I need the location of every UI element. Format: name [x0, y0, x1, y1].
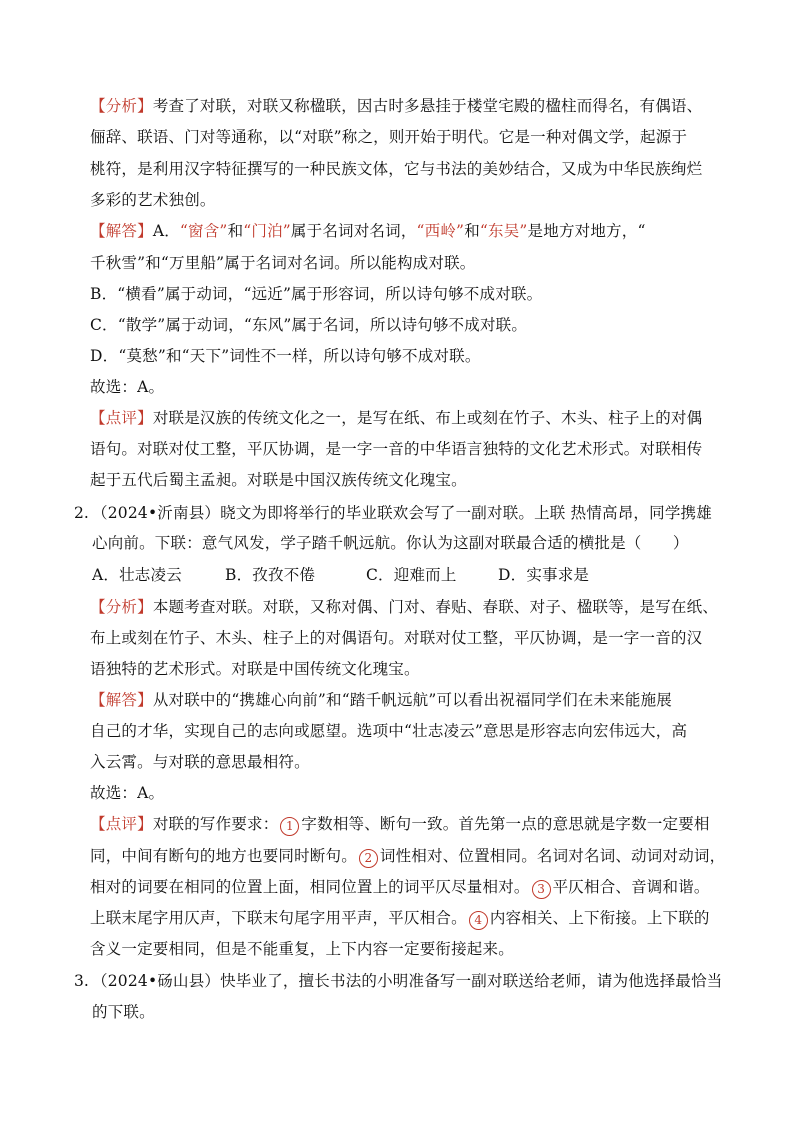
- q2-comment-line-2: 同，中间有断句的地方也要同时断句。 2 词性相对、位置相同。名词对名词、动词对动词，: [90, 845, 725, 868]
- q2-comment-line-4: 上联末尾字用仄声，下联末句尾字用平声，平仄相合。 4 内容相关、上下衔接。上下联的: [90, 907, 710, 930]
- circled-number-1: 1: [280, 817, 299, 836]
- answer-tag: 【解答】: [90, 222, 153, 240]
- circled-number-3: 3: [532, 880, 551, 899]
- q1-option-d-line: D．“莫愁”和“天下”词性不一样，所以诗句够不成对联。: [90, 347, 481, 365]
- q1-analysis-line-1: 【分析】考查了对联，对联又称楹联，因古时多悬挂于楼堂宅殿的楹柱而得名，有偶语、: [90, 97, 703, 115]
- analysis-tag: 【分析】: [90, 598, 153, 616]
- q2-comment-line-5: 含义一定要相同，但是不能重复，上下内容一定要衔接起来。: [90, 940, 514, 958]
- q1-analysis-line-2: 俪辞、联语、门对等通称，以“对联”称之，则开始于明代。它是一种对偶文学，起源于: [90, 128, 688, 146]
- q2-stem-line-1: （2024•沂南县）晓文为即将举行的毕业联欢会写了一副对联。上联 热情高昂，同学携雄: [92, 504, 712, 522]
- q2-analysis-line-1: 【分析】本题考查对联。对联，又称对偶、门对、春贴、春联、对子、楹联等，是写在纸、: [90, 598, 719, 616]
- q1-answer-line-1: 【解答】A．“窗含”和“门泊”属于名词对名词，“西岭”和“东吴”是地方对地方，“: [90, 222, 646, 240]
- q2-stem-line-2: 心向前。下联：意气风发，学子踏千帆远航。你认为这副对联最合适的横批是（ ）: [92, 534, 689, 552]
- q2-answer-line-2: 自己的才华，实现自己的志向或愿望。选项中“壮志凌云”意思是形容志向宏伟远大，高: [90, 722, 688, 740]
- q1-answer-line-2: 千秋雪”和“万里船”属于名词对名词。所以能构成对联。: [90, 254, 476, 272]
- q1-analysis-line-3: 桃符，是利用汉字特征撰写的一种民族文体，它与书法的美妙结合，又成为中华民族绚烂: [90, 160, 703, 178]
- q1-comment-line-2: 语句。对联对仗工整，平仄协调，是一字一音的中华语言独特的文化艺术形式。对联相传: [90, 440, 703, 458]
- q2-analysis-line-3: 语独特的艺术形式。对联是中国传统文化瑰宝。: [90, 660, 420, 678]
- comment-tag: 【点评】: [90, 815, 153, 833]
- q1-comment-line-1: 【点评】对联是汉族的传统文化之一，是写在纸、布上或刻在竹子、木头、柱子上的对偶: [90, 409, 703, 427]
- q2-comment-line-1: 【点评】对联的写作要求： 1 字数相等、断句一致。首先第一点的意思就是字数一定要相: [90, 813, 710, 836]
- q2-analysis-line-2: 布上或刻在竹子、木头、柱子上的对偶语句。对联对仗工整，平仄协调，是一字一音的汉: [90, 629, 703, 647]
- q2-option-d: D．实事求是: [498, 566, 590, 584]
- q3-stem-line-1: （2024•砀山县）快毕业了，擅长书法的小明准备写一副对联送给老师，请为他选择最恰当: [92, 972, 723, 990]
- q1-comment-line-3: 起于五代后蜀主孟昶。对联是中国汉族传统文化瑰宝。: [90, 471, 467, 489]
- circled-number-4: 4: [469, 911, 488, 930]
- q1-analysis-line-4: 多彩的艺术独创。: [90, 191, 216, 209]
- circled-number-2: 2: [359, 849, 378, 868]
- q1-option-c-line: C．“散学”属于动词，“东风”属于名词，所以诗句够不成对联。: [90, 316, 528, 334]
- q2-answer-line-3: 入云霄。与对联的意思最相符。: [90, 753, 310, 771]
- q1-option-b-line: B．“横看”属于动词，“远近”属于形容词，所以诗句够不成对联。: [90, 285, 543, 303]
- q3-stem-line-2: 的下联。: [92, 1003, 155, 1021]
- answer-tag: 【解答】: [90, 691, 153, 709]
- q2-comment-line-3: 相对的词要在相同的位置上面，相同位置上的词平仄尽量相对。 3 平仄相合、音调和谐。: [90, 876, 710, 899]
- q2-choice-line: 故选：A。: [90, 784, 165, 802]
- analysis-tag: 【分析】: [90, 97, 153, 115]
- comment-tag: 【点评】: [90, 409, 153, 427]
- q2-option-c: C．迎难而上: [366, 566, 457, 584]
- q2-number: 2.: [74, 504, 89, 522]
- q1-choice-line: 故选：A。: [90, 378, 165, 396]
- q2-answer-line-1: 【解答】从对联中的“携雄心向前”和“踏千帆远航”可以看出祝福同学们在未来能施展: [90, 691, 673, 709]
- q3-number: 3.: [74, 972, 89, 990]
- q2-option-a: A．壮志凌云: [92, 566, 182, 584]
- q2-option-b: B．孜孜不倦: [225, 566, 316, 584]
